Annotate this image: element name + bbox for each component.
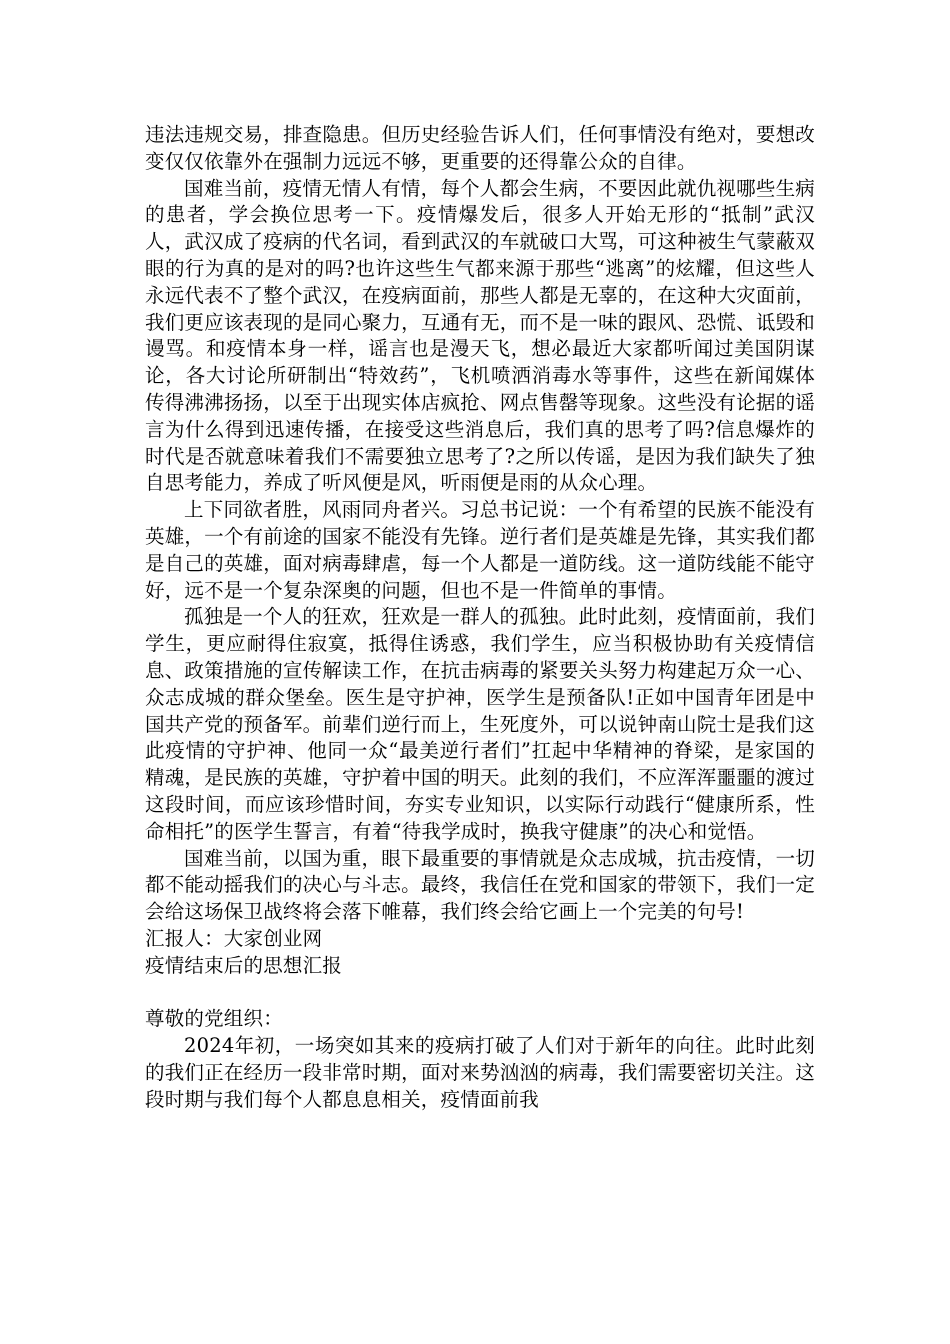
next-report-title: 疫情结束后的思想汇报	[145, 953, 343, 977]
salutation: 尊敬的党组织：	[145, 1007, 283, 1031]
blank-line	[145, 980, 815, 1007]
document-body	[145, 122, 815, 1113]
paragraph-1: 违法违规交易，排查隐患。但历史经验告诉人们，任何事情没有绝对，要想改变仅仅依靠外在强制力远远不够，更重要的还得靠公众的自律。	[145, 123, 815, 173]
paragraph-5: 国难当前，以国为重，眼下最重要的事情就是众志成城，抗击疫情，一切都不能动摇我们的决心与斗志。最终，我信任在党和国家的带领下，我们一定会给这场保卫战终将会落下帷幕，我们终会给它画上一个完美的句号!	[145, 846, 815, 924]
paragraph-2: 国难当前，疫情无情人有情，每个人都会生病，不要因此就仇视哪些生病的患者，学会换位思考一下。疫情爆发后，很多人开始无形的“抵制”武汉人，武汉成了疫病的代名词，看到武汉的车就破口大骂，可这种被生气蒙蔽双眼的行为真的是对的吗?也许这些生气都来源于那些“逃离”的炫耀，但这些人永远代表不了整个武汉，在疫病面前，那些人都是无辜的，在这种大灾面前，我们更应该表现的是同心聚力，互通有无，而不是一味的跟风、恐慌、诋毁和谩骂。和疫情本身一样，谣言也是漫天飞，想必最近大家都听闻过美国阴谋论，各大讨论所研制出“特效药”，飞机喷洒消毒水等事件，这些在新闻媒体传得沸沸扬扬，以至于出现实体店疯抢、网点售罄等现象。这些没有论据的谣言为什么得到迅速传播，在接受这些消息后，我们真的思考了吗?信息爆炸的时代是否就意味着我们不需要独立思考了?之所以传谣，是因为我们缺失了独自思考能力，养成了听风便是风，听雨便是雨的从众心理。	[145, 176, 815, 495]
paragraph-3: 上下同欲者胜，风雨同舟者兴。习总书记说：一个有希望的民族不能没有英雄，一个有前途的国家不能没有先锋。逆行者们是英雄是先锋，其实我们都是自己的英雄，面对病毒肆虐，每一个人都是一道防线。这一道防线能不能守好，远不是一个复杂深奥的问题，但也不是一件简单的事情。	[145, 498, 815, 602]
reporter-line: 汇报人：大家创业网	[145, 926, 323, 950]
next-report-paragraph: 2024年初，一场突如其来的疫病打破了人们对于新年的向往。此时此刻的我们正在经历一段非常时期，面对来势汹汹的病毒，我们需要密切关注。这段时期与我们每个人都息息相关，疫情面前我	[145, 1034, 815, 1111]
paragraph-4: 孤独是一个人的狂欢，狂欢是一群人的孤独。此时此刻，疫情面前，我们学生，更应耐得住寂寞，抵得住诱惑，我们学生，应当积极协助有关疫情信息、政策措施的宣传解读工作，在抗击病毒的紧要关头努力构建起万众一心、众志成城的群众堡垒。医生是守护神，医学生是预备队!正如中国青年团是中国共产党的预备军。前辈们逆行而上，生死度外，可以说钟南山院士是我们这此疫情的守护神、他同一众“最美逆行者们”扛起中华精神的脊梁，是家国的精魂，是民族的英雄，守护着中国的明天。此刻的我们，不应浑浑噩噩的渡过这段时间，而应该珍惜时间，夯实专业知识，以实际行动践行“健康所系，性命相托”的医学生誓言，有着“待我学成时，换我守健康”的决心和觉悟。	[145, 605, 815, 843]
